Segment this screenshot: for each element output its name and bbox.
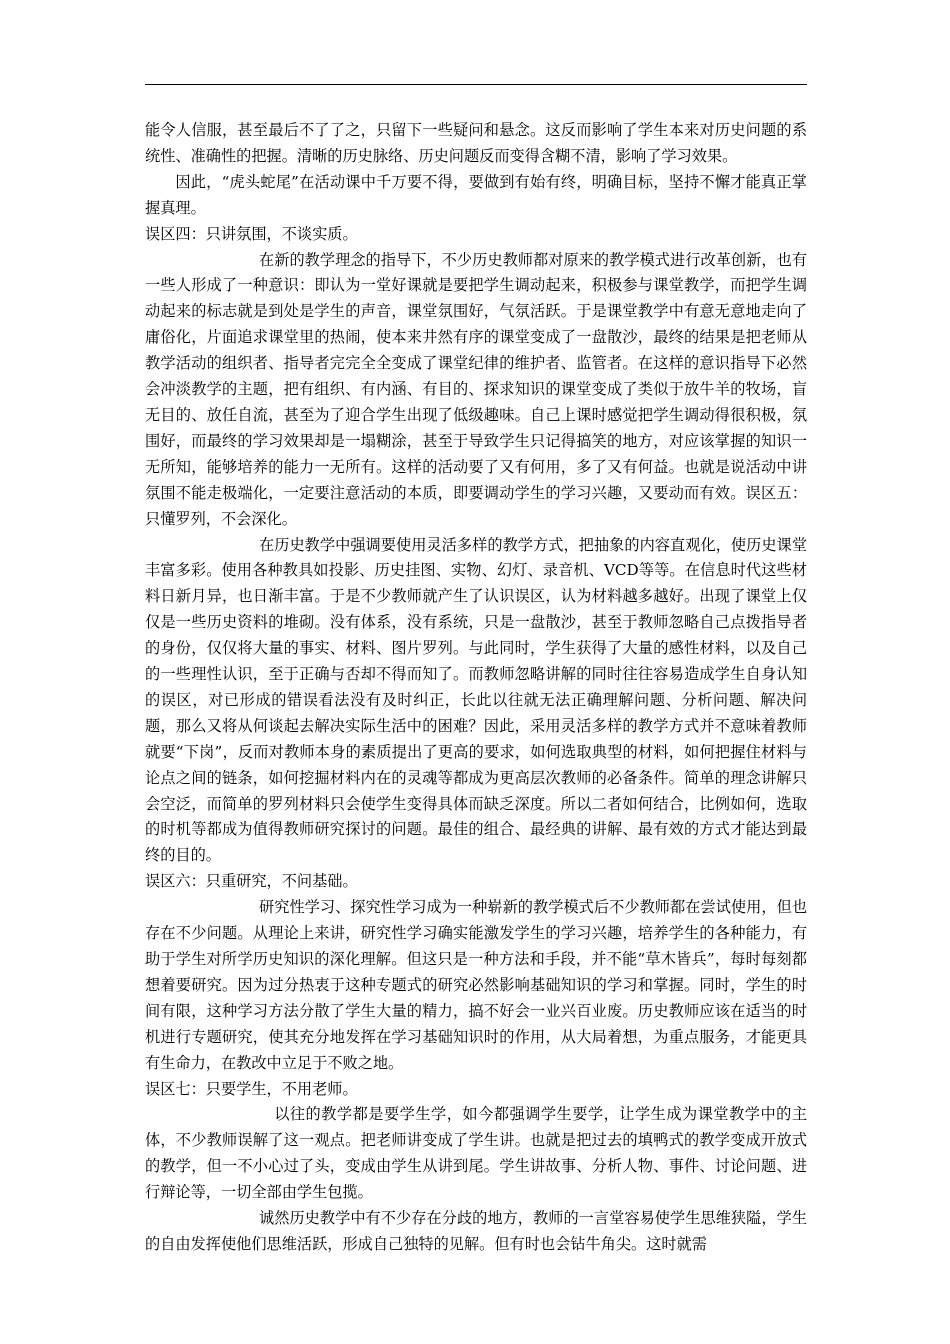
paragraph-section-5: 在历史教学中强调要使用灵活多样的教学方式，把抽象的内容直观化，使历史课堂丰富多彩。使用各种教具如投影、历史挂图、实物、幻灯、录音机、VCD等等。在信息时代这些材料日新月异，也日渐丰富。于是不少教师就产生了认识误区，认为材料越多越好。出现了课堂上仅仅是一些历史资料的堆砌。没有体系，没有系统，只是一盘散沙，甚至于教师忽略自己点拨指导者的身份，仅仅将大量的事实、材料、图片罗列。与此同时，学生获得了大量的感性材料，以及自己的一些理性认识，至于正确与否却不得而知了。而教师忽略讲解的同时往往容易造成学生自身认知的误区，对已形成的错误看法没有及时纠正，长此以往就无法正确理解问题、分析问题、解决问题，那么又将从何谈起去解决实际生活中的困难？因此，采用灵活多样的教学方式并不意味着教师就要“下岗”，反而对教师本身的素质提出了更高的要求，如何选取典型的材料，如何把握住材料与论点之间的链条，如何挖掘材料内在的灵魂等都成为更高层次教师的必备条件。简单的理念讲解只会空泛，而简单的罗列材料只会使学生变得具体而缺乏深度。所以二者如何结合，比例如何，选取的时机等都成为值得教师研究探讨的问题。最佳的组合、最经典的讲解、最有效的方式才能达到最终的目的。	[145, 535, 807, 865]
section-heading-6: 误区六：只重研究，不问基础。	[145, 872, 358, 891]
paragraph-section-4: 在新的教学理念的指导下，不少历史教师都对原来的教学模式进行改革创新，也有一些人形成了一种意识：即认为一堂好课就是要把学生调动起来，积极参与课堂教学，而把学生调动起来的标志就是到处是学生的声音，课堂氛围好，气氛活跃。于是课堂教学中有意无意地走向了庸俗化，片面追求课堂里的热闹，使本来井然有序的课堂变成了一盘散沙，最终的结果是把老师从教学活动的组织者、指导者完完全全变成了课堂纪律的维护者、监管者。在这样的意识指导下必然会冲淡教学的主题，把有组织、有内涵、有目的、探求知识的课堂变成了类似于放牛羊的牧场，盲无目的、放任自流，甚至为了迎合学生出现了低级趣味。自己上课时感觉把学生调动得很积极，氛围好，而最终的学习效果却是一塌糊涂，甚至于导致学生只记得搞笑的地方，对应该掌握的知识一无所知，能够培养的能力一无所有。这样的活动要了又有何用，多了又有何益。也就是说活动中讲氛围不能走极端化，一定要注意活动的本质，即要调动学生的学习兴趣，又要动而有效。误区五：只懂罗列，不会深化。	[145, 250, 807, 528]
paragraph-section-7: 以往的教学都是要学生学，如今都强调学生要学，让学生成为课堂教学中的主体，不少教师误解了这一观点。把老师讲变成了学生讲。也就是把过去的填鸭式的教学变成开放式的教学，但一不小心过了头，变成由学生从讲到尾。学生讲故事、分析人物、事件、讨论问题、进行辩论等，一切全部由学生包揽。	[145, 1105, 807, 1202]
paragraph-continuation: 能令人信服，甚至最后不了了之，只留下一些疑问和悬念。这反而影响了学生本来对历史问题的系统性、准确性的把握。清晰的历史脉络、历史问题反而变得含糊不清，影响了学习效果。	[145, 121, 807, 165]
paragraph-section-7-cont: 诚然历史教学中有不少存在分歧的地方，教师的一言堂容易使学生思维狭隘，学生的自由发挥使他们思维活跃，形成自己独特的见解。但有时也会钻牛角尖。这时就需	[145, 1209, 807, 1253]
body-text	[145, 118, 807, 1258]
paragraph-conclusion: 因此，“虎头蛇尾”在活动课中千万要不得，要做到有始有终，明确目标，坚持不懈才能真正掌握真理。	[145, 172, 807, 217]
header-rule	[145, 84, 807, 85]
paragraph-section-6: 研究性学习、探究性学习成为一种崭新的教学模式后不少教师都在尝试使用，但也存在不少问题。从理论上来讲，研究性学习确实能激发学生的学习兴趣，培养学生的各种能力，有助于学生对所学历史知识的深化理解。但这只是一种方法和手段，并不能“草木皆兵”，每时每刻都想着要研究。因为过分热衷于这种专题式的研究必然影响基础知识的学习和掌握。同时，学生的时间有限，这种学习方法分散了学生大量的精力，搞不好会一业兴百业废。历史教师应该在适当的时机进行专题研究，使其充分地发挥在学习基础知识时的作用，从大局着想，为重点服务，才能更具有生命力，在教改中立足于不败之地。	[145, 898, 807, 1072]
section-heading-7: 误区七：只要学生，不用老师。	[145, 1079, 358, 1098]
section-heading-4: 误区四：只讲氛围，不谈实质。	[145, 224, 358, 243]
